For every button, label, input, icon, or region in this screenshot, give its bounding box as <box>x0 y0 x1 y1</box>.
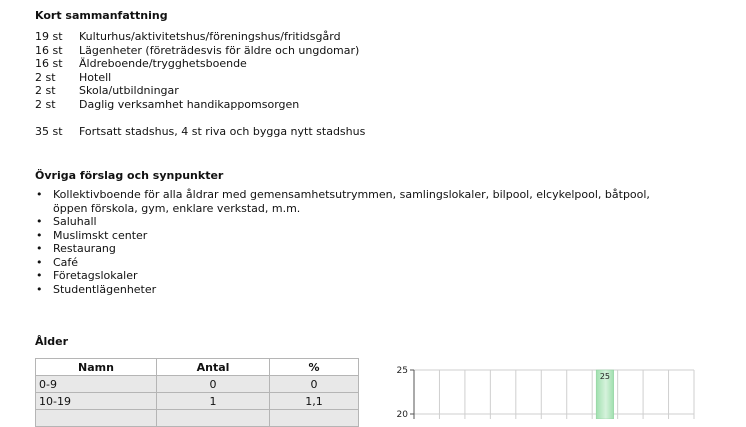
summary-count: 19 st <box>35 30 63 43</box>
summary-count: 35 st <box>35 125 63 138</box>
summary-label: Daglig verksamhet handikappomsorgen <box>79 97 300 111</box>
summary-label: Kulturhus/aktivitetshus/föreningshus/fritidsgård <box>79 30 341 43</box>
list-item: • Saluhall <box>35 215 650 229</box>
table-row <box>36 393 359 410</box>
cell-count: 1 <box>157 393 270 410</box>
summary-row <box>35 71 111 85</box>
summary-label: Fortsatt stadshus, 4 st riva och bygga nytt stadshus <box>79 125 366 138</box>
list-item: • Företagslokaler <box>35 269 650 283</box>
cell-percent: 0 <box>270 376 359 393</box>
summary-row <box>35 84 179 98</box>
list-item: • Muslimskt center <box>35 229 650 243</box>
summary-count: 2 st <box>35 97 56 111</box>
age-table <box>35 358 359 427</box>
summary-count: 2 st <box>35 70 56 84</box>
table-row <box>36 410 359 427</box>
list-item: • Restaurang <box>35 242 650 256</box>
summary-label: Hotell <box>79 70 112 84</box>
summary-count: 16 st <box>35 57 63 70</box>
cell-percent: 1,1 <box>270 393 359 410</box>
summary-label: Lägenheter (företrädesvis för äldre och ungdomar) <box>79 43 360 57</box>
chart-bar-value-label: 25 <box>599 372 611 381</box>
suggestion-list <box>35 188 650 296</box>
cell-name: 10-19 <box>36 393 157 410</box>
summary-extra-row <box>35 125 365 139</box>
summary-row <box>35 98 299 112</box>
other-title: Övriga förslag och synpunkter <box>35 169 224 182</box>
header-count: Antal <box>157 359 270 376</box>
summary-label: Äldreboende/trygghetsboende <box>79 57 247 70</box>
summary-title: Kort sammanfattning <box>35 9 168 22</box>
cell-count: 0 <box>157 376 270 393</box>
summary-label: Skola/utbildningar <box>79 84 179 97</box>
header-percent: % <box>270 359 359 376</box>
summary-row <box>35 44 359 58</box>
list-item: • Studentlägenheter <box>35 283 650 297</box>
table-header-row <box>36 359 359 376</box>
summary-count: 2 st <box>35 84 56 97</box>
cell-name: 0-9 <box>36 376 157 393</box>
age-bar-chart <box>390 358 700 419</box>
summary-row <box>35 57 247 71</box>
summary-count: 16 st <box>35 43 63 57</box>
summary-row <box>35 30 341 44</box>
chart-y-tick-label: 25 <box>396 366 408 376</box>
chart-y-tick-label: 20 <box>396 410 408 419</box>
list-item: • Café <box>35 256 650 270</box>
list-item-continuation: öppen förskola, gym, enklare verkstad, m.m. <box>53 201 301 215</box>
age-title: Ålder <box>35 335 69 348</box>
table-row <box>36 376 359 393</box>
header-name: Namn <box>36 359 157 376</box>
list-item: • Kollektivboende för alla åldrar med gemensamhetsutrymmen, samlingslokaler, bilpool, elcykelpool, båtpool, <box>35 188 650 202</box>
